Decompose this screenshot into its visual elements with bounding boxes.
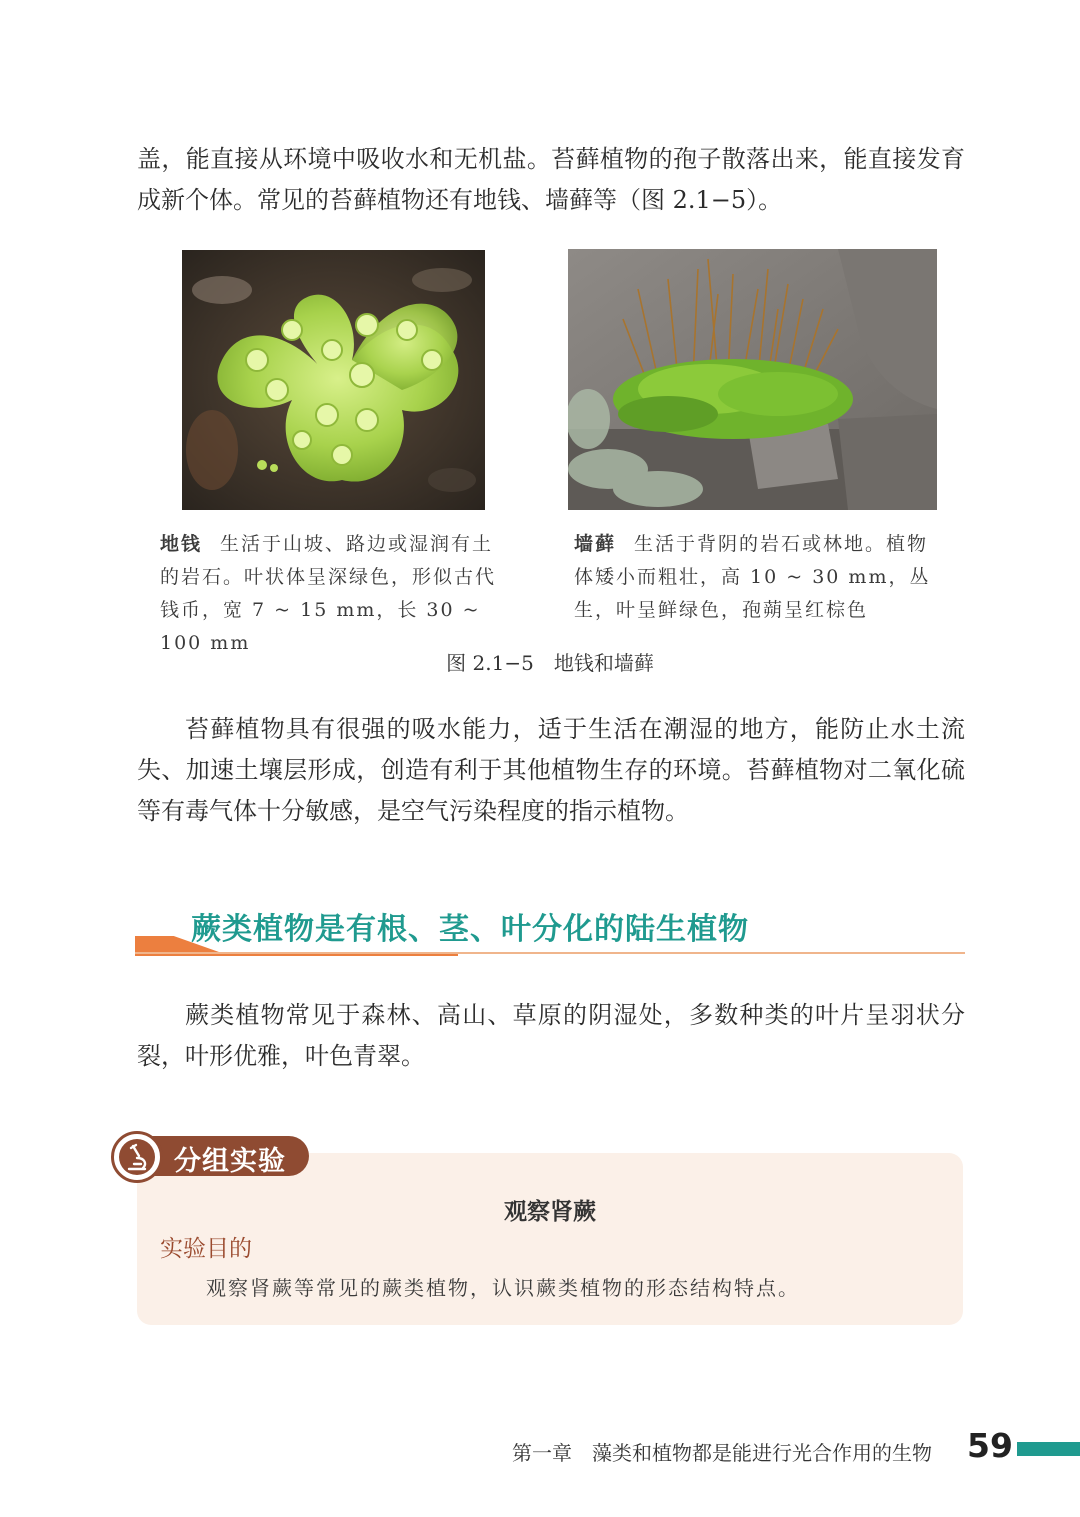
caption-text-liverwort: 生活于山坡、路边或湿润有土的岩石。叶状体呈深绿色，形似古代钱币，宽 7 ~ 15 mm，长 30 ~ 100 mm (160, 533, 497, 654)
liverwort-photo (182, 250, 485, 510)
figure-title: 图 2.1−5 地钱和墙藓 (446, 651, 654, 675)
paragraph-moss-function: 苔藓植物具有很强的吸水能力，适于生活在潮湿的地方，能防止水土流失、加速土壤层形成，创造有利于其他植物生存的环境。苔藓植物对二氧化硫等有毒气体十分敏感，是空气污染程度的指示植物。 (137, 715, 965, 825)
paragraph-ferns: 蕨类植物常见于森林、高山、草原的阴湿处，多数种类的叶片呈羽状分裂，叶形优雅，叶色青翠。 (137, 1001, 965, 1070)
microscope-icon (123, 1142, 151, 1172)
caption-term-liverwort: 地钱 (160, 533, 203, 555)
experiment-title: 观察肾蕨 (504, 1199, 596, 1225)
section-heading: 蕨类植物是有根、茎、叶分化的陆生植物 (191, 912, 749, 947)
caption-liverwort (160, 528, 512, 660)
experiment-icon-badge (111, 1131, 163, 1183)
caption-wall-moss (574, 528, 936, 627)
caption-term-wall-moss: 墙藓 (574, 533, 617, 555)
footer-accent-bar (1017, 1442, 1080, 1456)
page-number: 59 (967, 1426, 1013, 1465)
experiment-label: 分组实验 (174, 1146, 286, 1177)
section-heading-underline (135, 952, 965, 954)
experiment-subtitle: 实验目的 (160, 1236, 252, 1262)
wall-moss-photo (568, 249, 937, 510)
footer-chapter-title: 第一章 藻类和植物都是能进行光合作用的生物 (512, 1441, 932, 1465)
experiment-purpose-text: 观察肾蕨等常见的蕨类植物，认识蕨类植物的形态结构特点。 (206, 1276, 800, 1300)
paragraph-intro: 盖，能直接从环境中吸收水和无机盐。苔藓植物的孢子散落出来，能直接发育成新个体。常见的苔藓植物还有地钱、墙藓等（图 2.1−5）。 (137, 145, 965, 214)
caption-text-wall-moss: 生活于背阴的岩石或林地。植物体矮小而粗壮，高 10 ~ 30 mm，丛生，叶呈鲜绿色，孢蒴呈红棕色 (574, 533, 931, 621)
